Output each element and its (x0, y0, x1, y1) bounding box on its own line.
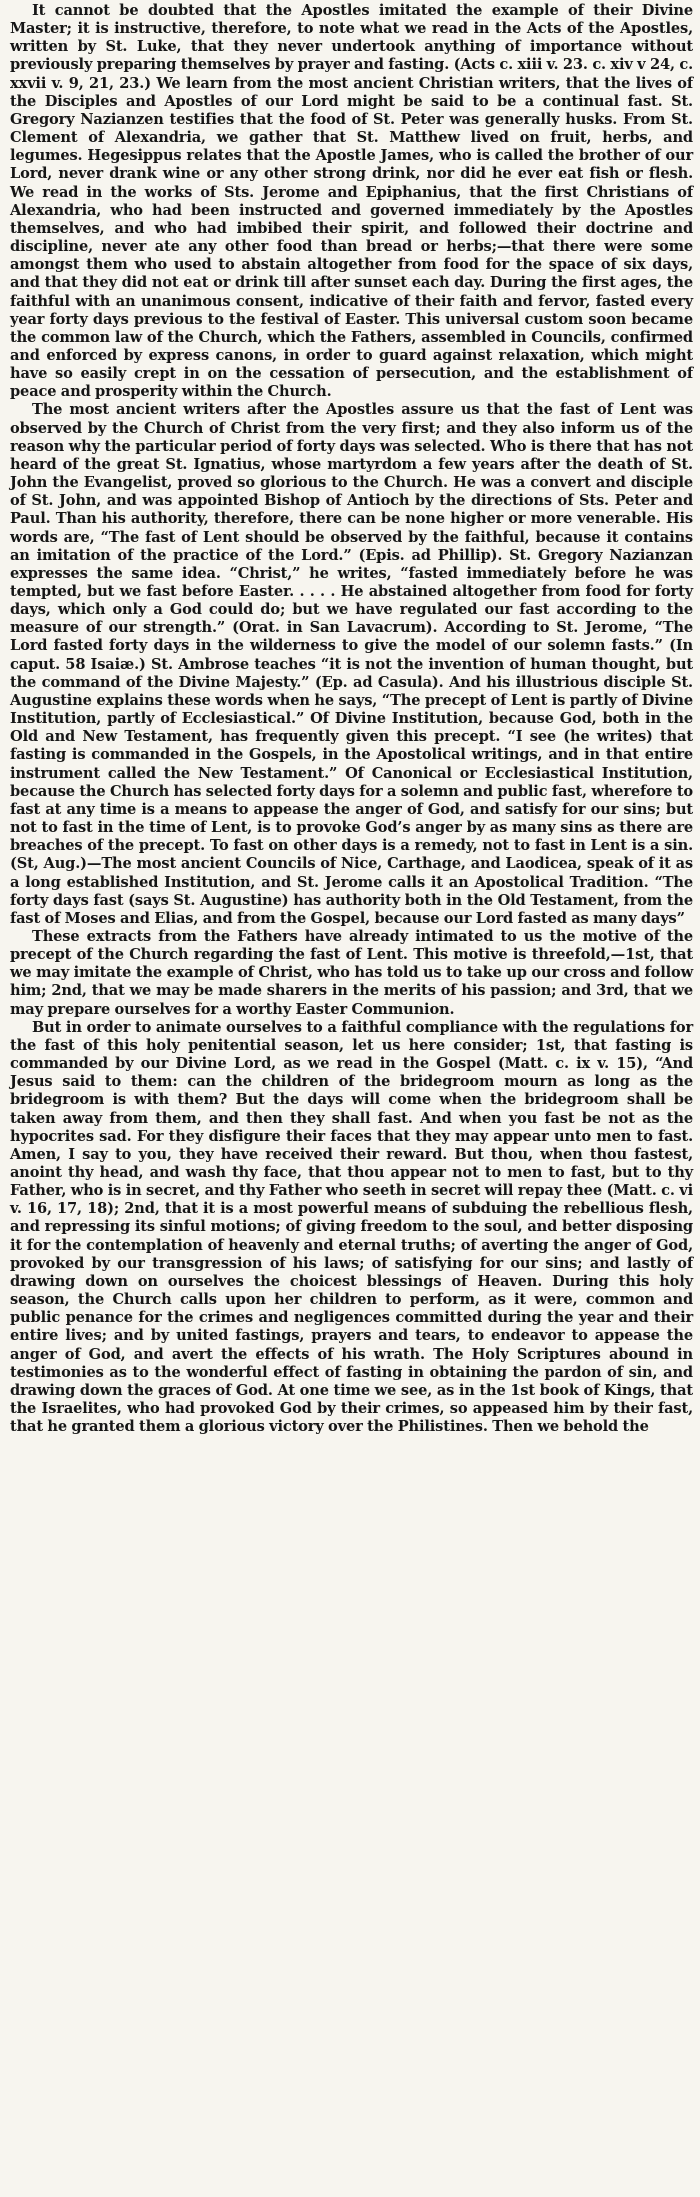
article-paragraph-4: But in order to animate ourselves to a faithful compliance with the regulations for the fast of this holy penitential season, let us here consider; 1st, that fasting is commanded by our Divine Lord, as we read in the Gospel (Matt. c. ix v. 15), “And Jesus said to them: can the children of the bridegroom mourn as long as the bridegroom is with them? But the days will come when the bridegroom shall be taken away from them, and then they shall fast. And when you fast be not as the hypocrites sad. For they disfigure their faces that they may appear unto men to fast. Amen, I say to you, they have received their reward. But thou, when thou fastest, anoint thy head, and wash thy face, that thou appear not to men to fast, but to thy Father, who is in secret, and thy Father who seeth in secret will repay thee (Matt. c. vi v. 16, 17, 18); 2nd, that it is a most powerful means of subduing the rebellious flesh, and repressing its sinful motions; of giving freedom to the soul, and better disposing it for the contemplation of heavenly and eternal truths; of averting the anger of God, provoked by our transgression of his laws; of satisfying for our sins; and lastly of drawing down on ourselves the choicest blessings of Heaven. During this holy season, the Church calls upon her children to perform, as it were, common and public penance for the crimes and negligences committed during the year and their entire lives; and by united fastings, prayers and tears, to endeavor to appease the anger of God, and avert the effects of his wrath. The Holy Scriptures abound in testimonies as to the wonderful effect of fasting in obtaining the pardon of sin, and drawing down the graces of God. At one time we see, as in the 1st book of Kings, that the Israelites, who had provoked God by their crimes, so appeased him by their fast, that he granted them a glorious victory over the Philistines. Then we behold the (10, 1018, 693, 1436)
article-paragraph-3: These extracts from the Fathers have already intimated to us the motive of the precept of the Church regarding the fast of Lent. This motive is threefold,—1st, that we may imitate the example of Christ, who has told us to take up our cross and follow him; 2nd, that we may be made sharers in the merits of his passion; and 3rd, that we may prepare ourselves for a worthy Easter Communion. (10, 927, 693, 1018)
article-paragraph-2: The most ancient writers after the Apostles assure us that the fast of Lent was observed by the Church of Christ from the very first; and they also inform us of the reason why the particular period of forty days was selected. Who is there that has not heard of the great St. Ignatius, whose martyrdom a few years after the death of St. John the Evangelist, proved so glorious to the Church. He was a convert and disciple of St. John, and was appointed Bishop of Antioch by the directions of Sts. Peter and Paul. Than his authority, therefore, there can be none higher or more venerable. His words are, “The fast of Lent should be observed by the faithful, because it contains an imitation of the practice of the Lord.” (Epis. ad Phillip). St. Gregory Nazianzan expresses the same idea. “Christ,” he writes, “fasted immediately before he was tempted, but we fast before Easter. . . . . He abstained altogether from food for forty days, which only a God could do; but we have regulated our fast according to the measure of our strength.” (Orat. in San Lavacrum). According to St. Jerome, “The Lord fasted forty days in the wilderness to give the model of our solemn fasts.” (In caput. 58 Isaiæ.) St. Ambrose teaches “it is not the invention of human thought, but the command of the Divine Majesty.” (Ep. ad Casula). And his illustrious disciple St. Augustine explains these words when he says, “The precept of Lent is partly of Divine Institution, partly of Ecclesiastical.” Of Divine Institution, because God, both in the Old and New Testament, has frequently given this precept. “I see (he writes) that fasting is commanded in the Gospels, in the Apostolical writings, and in that entire instrument called the New Testament.” Of Canonical or Ecclesiastical Institution, because the Church has selected forty days for a solemn and public fast, wherefore to fast at any time is a means to appease the anger of God, and satisfy for our sins; but not to fast in the time of Lent, is to provoke God’s anger by as many sins as there are breaches of the precept. To fast on other days is a remedy, not to fast in Lent is a sin. (St, Aug.)—The most ancient Councils of Nice, Carthage, and Laodicea, speak of it as a long established Institution, and St. Jerome calls it an Apostolical Tradition. “The forty days fast (says St. Augustine) has authority both in the Old Testament, from the fast of Moses and Elias, and from the Gospel, because our Lord fasted as many days” (10, 401, 693, 927)
article-column (10, 2, 693, 1436)
article-paragraph-1: It cannot be doubted that the Apostles imitated the example of their Divine Master; it is instructive, therefore, to note what we read in the Acts of the Apostles, written by St. Luke, that they never undertook anything of importance without previously preparing themselves by prayer and fasting. (Acts c. xiii v. 23. c. xiv v 24, c. xxvii v. 9, 21, 23.) We learn from the most ancient Christian writers, that the lives of the Disciples and Apostles of our Lord might be said to be a continual fast. St. Gregory Nazianzen testifies that the food of St. Peter was generally husks. From St. Clement of Alexandria, we gather that St. Matthew lived on fruit, herbs, and legumes. Hegesippus relates that the Apostle James, who is called the brother of our Lord, never drank wine or any other strong drink, nor did he ever eat fish or flesh. We read in the works of Sts. Jerome and Epiphanius, that the first Christians of Alexandria, who had been instructed and governed immediately by the Apostles themselves, and who had imbibed their spirit, and followed their doctrine and discipline, never ate any other food than bread or herbs;—that there were some amongst them who used to abstain altogether from food for the space of six days, and that they did not eat or drink till after sunset each day. During the first ages, the faithful with an unanimous consent, indicative of their faith and fervor, fasted every year forty days previous to the festival of Easter. This universal custom soon became the common law of the Church, which the Fathers, assembled in Councils, confirmed and enforced by express canons, in order to guard against relaxation, which might have so easily crept in on the cessation of persecution, and the establishment of peace and prosperity within the Church. (10, 2, 693, 401)
